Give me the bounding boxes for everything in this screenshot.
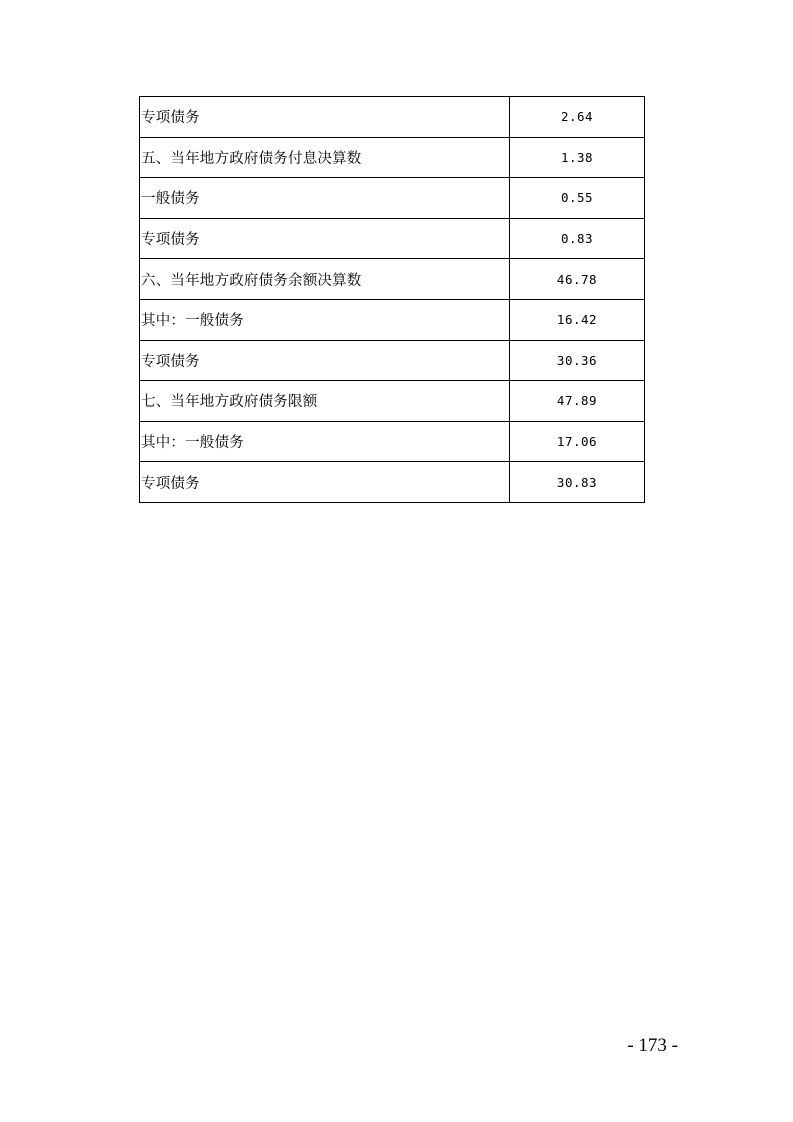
table-row <box>140 421 645 462</box>
row-value: 47.89 <box>510 381 645 422</box>
table-row <box>140 462 645 503</box>
row-label: 专项债务 <box>140 462 510 503</box>
row-label: 一般债务 <box>140 178 510 219</box>
row-label: 专项债务 <box>140 97 510 138</box>
row-label: 五、当年地方政府债务付息决算数 <box>140 137 510 178</box>
table-row <box>140 381 645 422</box>
row-value: 2.64 <box>510 97 645 138</box>
row-label: 六、当年地方政府债务余额决算数 <box>140 259 510 300</box>
row-value: 17.06 <box>510 421 645 462</box>
table-row <box>140 218 645 259</box>
row-value: 0.55 <box>510 178 645 219</box>
debt-table <box>139 96 645 503</box>
row-label: 其中：一般债务 <box>140 421 510 462</box>
row-label: 专项债务 <box>140 340 510 381</box>
table-row <box>140 340 645 381</box>
table-row <box>140 299 645 340</box>
debt-table-body <box>140 97 645 503</box>
page-number: - 173 - <box>627 1035 678 1056</box>
row-value: 16.42 <box>510 299 645 340</box>
table-row <box>140 137 645 178</box>
row-value: 30.36 <box>510 340 645 381</box>
row-value: 0.83 <box>510 218 645 259</box>
row-label: 七、当年地方政府债务限额 <box>140 381 510 422</box>
table-row <box>140 97 645 138</box>
row-label: 专项债务 <box>140 218 510 259</box>
table-row <box>140 178 645 219</box>
row-value: 30.83 <box>510 462 645 503</box>
row-value: 46.78 <box>510 259 645 300</box>
row-value: 1.38 <box>510 137 645 178</box>
row-label: 其中：一般债务 <box>140 299 510 340</box>
table-row <box>140 259 645 300</box>
